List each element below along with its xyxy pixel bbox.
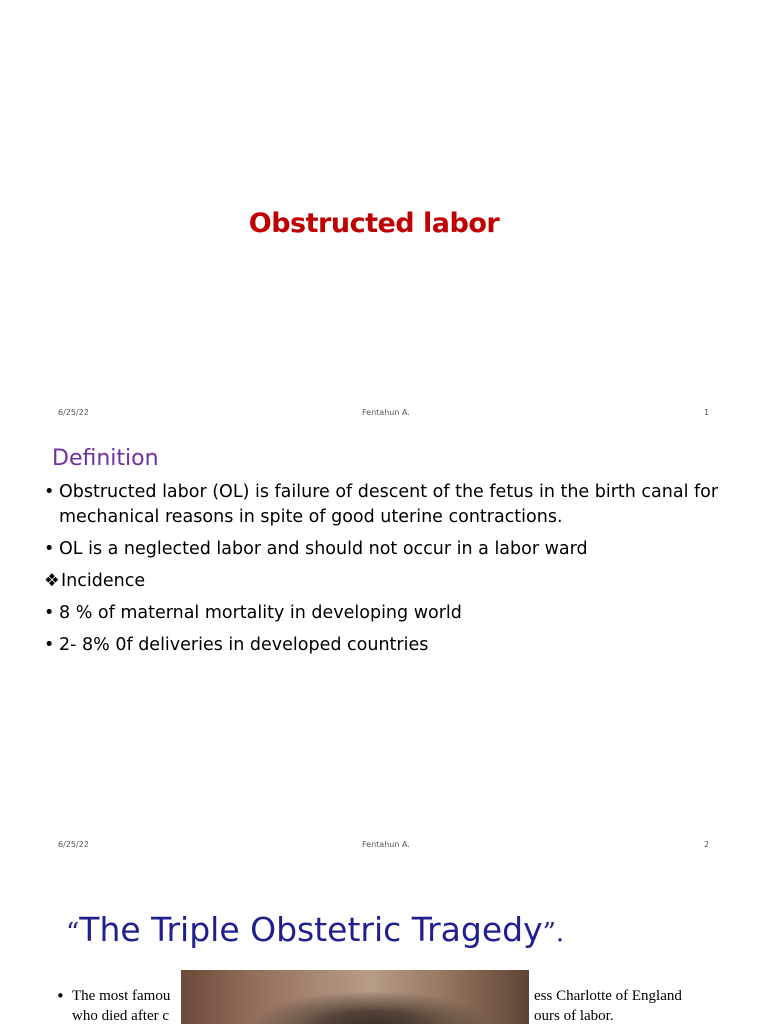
footer-author: Fentahun A. <box>362 408 410 417</box>
list-item <box>44 537 734 562</box>
bullet-list <box>44 480 734 665</box>
bullet-text: OL is a neglected labor and should not occur in a labor ward <box>59 539 588 559</box>
footer-date: 6/25/22 <box>58 840 89 849</box>
footer-date: 6/25/22 <box>58 408 89 417</box>
bullet-icon: • <box>44 482 55 502</box>
bullet-icon: • <box>44 603 55 623</box>
slide-1 <box>0 0 768 430</box>
open-quote: “ <box>66 918 80 948</box>
title-text: The Triple Obstetric Tragedy <box>79 910 543 949</box>
footer-author: Fentahun A. <box>362 840 410 849</box>
list-item <box>44 480 734 530</box>
list-item <box>44 601 734 626</box>
section-heading: Definition <box>52 446 159 471</box>
bullet-text-left: The most famou <box>72 988 171 1004</box>
bullet-text: 2- 8% 0f deliveries in developed countries <box>59 635 429 655</box>
slide-title <box>66 910 564 949</box>
close-quote: ”. <box>542 918 565 948</box>
bullet-text-right: ess Charlotte of England <box>534 988 682 1004</box>
slide-3 <box>0 862 768 1024</box>
bullet-text: Obstructed labor (OL) is failure of descent of the fetus in the birth canal for mechanical reasons in spite of good uterine contractions. <box>59 482 719 527</box>
bullet-text: Incidence <box>61 571 146 591</box>
bullet-text-right: ours of labor. <box>534 1008 614 1024</box>
bullet-icon: • <box>44 539 55 559</box>
bullet-icon: • <box>44 635 55 655</box>
bullet-text-left: who died after c <box>72 1008 170 1024</box>
slide-number: 2 <box>704 840 710 849</box>
portrait-image <box>181 970 529 1024</box>
bullet-icon: • <box>56 987 65 1005</box>
list-item <box>44 569 734 594</box>
bullet-text: 8 % of maternal mortality in developing world <box>59 603 462 623</box>
list-item <box>44 633 734 658</box>
diamond-bullet-icon: ❖ <box>44 571 60 591</box>
slide-title: Obstructed labor <box>248 208 500 239</box>
slide-number: 1 <box>704 408 710 417</box>
slide-2 <box>0 430 768 862</box>
